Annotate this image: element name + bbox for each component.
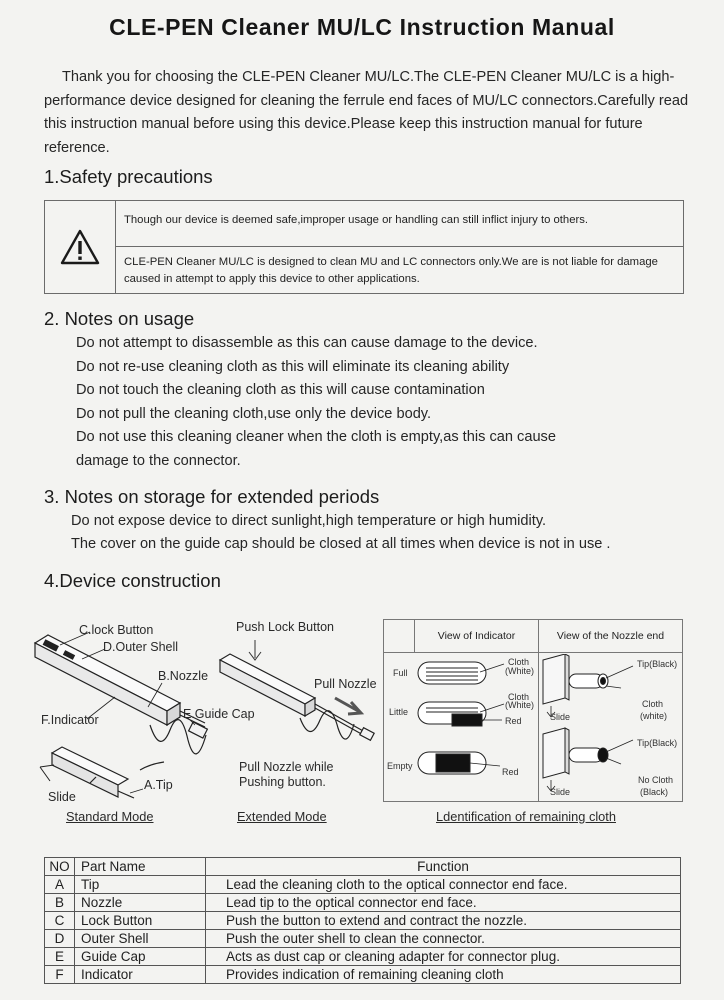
cloth-label: Cloth bbox=[508, 657, 530, 667]
table-row bbox=[45, 876, 681, 894]
label-lock-button: C.lock Button bbox=[79, 623, 154, 637]
cloth-label: Cloth bbox=[642, 699, 664, 709]
label-guide-cap: E.Guide Cap bbox=[183, 707, 255, 721]
cloth-white-label: (White) bbox=[505, 666, 534, 676]
parts-table bbox=[44, 857, 681, 984]
row-label-little: Little bbox=[389, 707, 409, 717]
red-label: Red bbox=[502, 767, 519, 777]
cell-part-name: Tip bbox=[75, 876, 206, 894]
safety-box bbox=[44, 200, 684, 294]
row-label-empty: Empty bbox=[387, 761, 413, 771]
cell-function: Acts as dust cap or cleaning adapter for connector plug. bbox=[206, 948, 681, 966]
cell-no: F bbox=[45, 966, 75, 984]
usage-line: Do not touch the cleaning cloth as this will cause contamination bbox=[76, 382, 485, 398]
warning-icon bbox=[60, 229, 100, 265]
warning-icon-cell bbox=[45, 201, 116, 293]
usage-line: damage to the connector. bbox=[76, 453, 241, 469]
label-pull-nozzle: Pull Nozzle bbox=[314, 677, 377, 691]
cell-part-name: Lock Button bbox=[75, 912, 206, 930]
table-row bbox=[45, 966, 681, 984]
cell-part-name: Outer Shell bbox=[75, 930, 206, 948]
cell-function: Lead the cleaning cloth to the optical connector end face. bbox=[206, 876, 681, 894]
slide-label: Slide bbox=[550, 712, 571, 722]
nozzle-view-header: View of the Nozzle end bbox=[539, 620, 682, 653]
cloth-label: Cloth bbox=[508, 692, 530, 702]
table-row bbox=[45, 948, 681, 966]
row-label-full: Full bbox=[393, 668, 408, 678]
indicator-caption: Ldentification of remaining cloth bbox=[436, 809, 616, 824]
label-indicator: F.Indicator bbox=[41, 713, 99, 727]
table-row bbox=[45, 930, 681, 948]
header-part-name: Part Name bbox=[75, 858, 206, 876]
tip-black-label: Tip(Black) bbox=[637, 659, 678, 669]
storage-line: Do not expose device to direct sunlight,high temperature or high humidity. bbox=[71, 513, 547, 529]
intro-paragraph bbox=[44, 66, 694, 160]
header-function: Function bbox=[206, 858, 681, 876]
cell-part-name: Nozzle bbox=[75, 894, 206, 912]
usage-line: Do not re-use cleaning cloth as this will eliminate its cleaning ability bbox=[76, 359, 510, 375]
cloth-white-label: (White) bbox=[505, 700, 534, 710]
table-row bbox=[45, 912, 681, 930]
usage-heading: 2. Notes on usage bbox=[44, 308, 195, 329]
safety-note-1: Though our device is deemed safe,improper usage or handling can still inflict injury to others. bbox=[116, 201, 683, 247]
cell-no: A bbox=[45, 876, 75, 894]
indicator-identification-table bbox=[383, 619, 683, 802]
page-title: CLE-PEN Cleaner MU/LC Instruction Manual bbox=[109, 14, 615, 40]
cell-part-name: Guide Cap bbox=[75, 948, 206, 966]
cell-no: C bbox=[45, 912, 75, 930]
label-tip: A.Tip bbox=[144, 778, 173, 792]
cell-no: D bbox=[45, 930, 75, 948]
usage-line: Do not pull the cleaning cloth,use only the device body. bbox=[76, 406, 432, 422]
extended-mode-drawing bbox=[215, 640, 385, 750]
red-label: Red bbox=[505, 716, 522, 726]
cell-function: Lead tip to the optical connector end face. bbox=[206, 894, 681, 912]
cell-function: Push the button to extend and contract the nozzle. bbox=[206, 912, 681, 930]
construction-heading: 4.Device construction bbox=[44, 570, 221, 591]
cell-no: B bbox=[45, 894, 75, 912]
no-cloth-black-label: (Black) bbox=[640, 787, 669, 797]
label-nozzle: B.Nozzle bbox=[158, 669, 209, 683]
cloth-white-label: (white) bbox=[640, 711, 668, 721]
usage-line: Do not use this cleaning cleaner when the cloth is empty,as this can cause bbox=[76, 429, 556, 445]
cell-function: Provides indication of remaining cleaning cloth bbox=[206, 966, 681, 984]
intro-text: Thank you for choosing the CLE-PEN Cleaner MU/LC.The CLE-PEN Cleaner MU/LC is a high-performance device designed for cleaning the ferrule end faces of MU/LC connectors.Carefully read this instruction manual before using this device.Please keep this instruction manual for future reference. bbox=[44, 69, 689, 156]
indicator-view-header: View of Indicator bbox=[415, 620, 538, 653]
usage-line: Do not attempt to disassemble as this can cause damage to the device. bbox=[76, 335, 538, 351]
extended-note-line-1: Pull Nozzle while bbox=[239, 760, 334, 774]
label-push-lock-button: Push Lock Button bbox=[236, 620, 334, 634]
extended-note-line-2: Pushing button. bbox=[239, 775, 326, 789]
tip-black-label: Tip(Black) bbox=[637, 738, 678, 748]
safety-note-2: CLE-PEN Cleaner MU/LC is designed to clean MU and LC connectors only.We are is not liable for damage caused in attempt to apply this device to other applications. bbox=[124, 256, 658, 285]
standard-mode-caption: Standard Mode bbox=[66, 809, 154, 824]
cell-part-name: Indicator bbox=[75, 966, 206, 984]
no-cloth-label: No Cloth bbox=[638, 775, 674, 785]
cell-no: E bbox=[45, 948, 75, 966]
storage-line: The cover on the guide cap should be closed at all times when device is not in use . bbox=[71, 536, 611, 552]
cell-function: Push the outer shell to clean the connector. bbox=[206, 930, 681, 948]
storage-heading: 3. Notes on storage for extended periods bbox=[44, 486, 380, 507]
table-row bbox=[45, 894, 681, 912]
safety-heading: 1.Safety precautions bbox=[44, 166, 213, 187]
table-header-row bbox=[45, 858, 681, 876]
slide-label: Slide bbox=[550, 787, 571, 797]
label-slide: Slide bbox=[48, 790, 76, 804]
extended-mode-caption: Extended Mode bbox=[237, 809, 327, 824]
label-outer-shell: D.Outer Shell bbox=[103, 640, 179, 654]
header-no: NO bbox=[45, 858, 75, 876]
